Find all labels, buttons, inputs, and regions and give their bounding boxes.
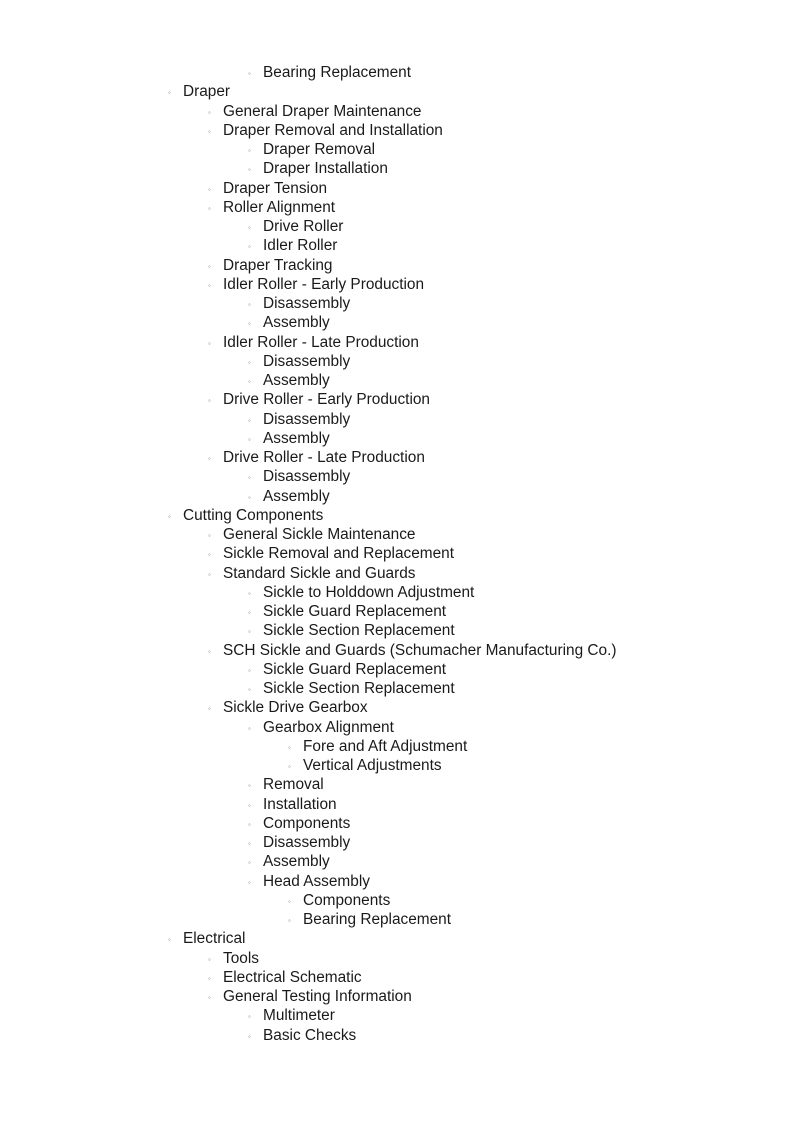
outline-item-level-2 [0, 795, 794, 814]
outline-item-level-1 [0, 275, 794, 294]
bullet-icon: ◦ [208, 993, 211, 1002]
outline-item-label: Disassembly [263, 468, 351, 486]
outline-item-level-0 [0, 929, 794, 948]
bullet-icon: ◦ [288, 762, 291, 771]
outline-item-level-2 [0, 140, 794, 159]
bullet-icon: ◦ [208, 338, 211, 348]
outline-item-label: General Draper Maintenance [223, 102, 422, 120]
outline-item-level-2 [0, 602, 794, 621]
outline-item-level-3 [0, 756, 794, 775]
outline-item-label: Assembly [263, 372, 330, 389]
outline-item-level-1 [0, 448, 794, 467]
bullet-icon: ◦ [248, 800, 251, 810]
outline-item-label: Tools [223, 949, 259, 967]
outline-item-label: Bearing Replacement [263, 64, 412, 81]
outline-item-label: General Sickle Maintenance [223, 526, 416, 543]
bullet-icon: ◦ [248, 685, 251, 694]
bullet-icon: ◦ [248, 492, 251, 502]
outline-item-level-2 [0, 159, 794, 178]
bullet-icon: ◦ [208, 973, 211, 983]
outline-item-level-2 [0, 679, 794, 698]
outline-item-label: Assembly [263, 314, 330, 332]
outline-item-level-1 [0, 333, 794, 352]
bullet-icon: ◦ [288, 916, 291, 925]
outline-item-level-2 [0, 583, 794, 602]
outline-item-label: Sickle Section Replacement [263, 622, 455, 640]
bullet-icon: ◦ [248, 627, 251, 637]
outline-item-label: Assembly [263, 853, 330, 871]
bullet-icon: ◦ [208, 396, 211, 406]
outline-item-label: Bearing Replacement [303, 911, 452, 928]
bullet-icon: ◦ [248, 69, 251, 78]
outline-item-level-2 [0, 313, 794, 332]
outline-item-label: Drive Roller - Early Production [223, 391, 430, 409]
outline-item-label: Draper Removal and Installation [223, 121, 443, 139]
outline-item-label: Standard Sickle and Guards [223, 564, 416, 582]
bullet-icon: ◦ [248, 415, 251, 425]
bullet-icon: ◦ [208, 454, 211, 463]
outline-item-level-2 [0, 872, 794, 891]
outline-item-level-1 [0, 544, 794, 563]
bullet-icon: ◦ [248, 877, 251, 887]
outline-item-label: Assembly [263, 429, 330, 447]
outline-item-level-1 [0, 102, 794, 121]
bullet-icon: ◦ [248, 1031, 251, 1041]
outline-item-label: Electrical Schematic [223, 968, 362, 986]
outline-item-label: Sickle Guard Replacement [263, 603, 447, 620]
outline-item-level-2 [0, 621, 794, 640]
outline-item-label: Components [303, 891, 391, 909]
bullet-icon: ◦ [248, 665, 251, 675]
outline-item-level-1 [0, 390, 794, 409]
bullet-icon: ◦ [248, 608, 251, 617]
outline-item-level-2 [0, 63, 794, 82]
outline-item-label: Cutting Components [183, 506, 324, 524]
outline-item-level-2 [0, 217, 794, 236]
bullet-icon: ◦ [288, 742, 291, 752]
bullet-icon: ◦ [248, 377, 251, 386]
outline-item-level-2 [0, 236, 794, 255]
bullet-icon: ◦ [248, 434, 251, 444]
outline-item-label: Disassembly [263, 352, 351, 370]
outline-item-label: Gearbox Alignment [263, 718, 394, 736]
outline-item-level-0 [0, 506, 794, 525]
outline-item-level-1 [0, 525, 794, 544]
bullet-icon: ◦ [248, 723, 251, 733]
outline-item-level-2 [0, 833, 794, 852]
table-of-contents-outline [0, 63, 794, 1045]
bullet-icon: ◦ [248, 588, 251, 598]
outline-item-label: Assembly [263, 487, 330, 505]
bullet-icon: ◦ [208, 531, 211, 540]
outline-item-label: Draper Tracking [223, 256, 333, 274]
bullet-icon: ◦ [208, 203, 211, 213]
bullet-icon: ◦ [208, 954, 211, 964]
outline-item-level-1 [0, 198, 794, 217]
outline-item-label: Removal [263, 776, 324, 794]
outline-item-label: Disassembly [263, 295, 351, 312]
outline-item-label: General Testing Information [223, 988, 412, 1005]
outline-item-level-1 [0, 949, 794, 968]
outline-item-label: Draper [183, 83, 231, 101]
bullet-icon: ◦ [248, 357, 251, 367]
outline-item-label: Components [263, 814, 351, 832]
outline-item-level-2 [0, 718, 794, 737]
bullet-icon: ◦ [168, 511, 171, 521]
outline-item-label: Draper Removal [263, 141, 376, 158]
outline-item-level-1 [0, 698, 794, 717]
outline-item-label: Disassembly [263, 410, 351, 428]
outline-item-level-2 [0, 1026, 794, 1045]
outline-item-label: Roller Alignment [223, 198, 336, 216]
bullet-icon: ◦ [248, 819, 251, 829]
bullet-icon: ◦ [208, 184, 211, 194]
outline-item-level-2 [0, 410, 794, 429]
outline-item-level-3 [0, 737, 794, 756]
outline-item-label: Sickle Removal and Replacement [223, 545, 454, 563]
outline-item-level-2 [0, 352, 794, 371]
bullet-icon: ◦ [248, 146, 251, 155]
outline-item-level-1 [0, 256, 794, 275]
bullet-icon: ◦ [168, 935, 171, 945]
outline-item-label: Sickle Section Replacement [263, 680, 455, 697]
outline-item-label: Fore and Aft Adjustment [303, 737, 468, 755]
bullet-icon: ◦ [248, 300, 251, 309]
outline-item-level-2 [0, 487, 794, 506]
bullet-icon: ◦ [248, 242, 251, 252]
outline-item-label: Disassembly [263, 834, 351, 851]
outline-item-level-2 [0, 429, 794, 448]
bullet-icon: ◦ [208, 261, 211, 271]
bullet-icon: ◦ [208, 280, 211, 290]
bullet-icon: ◦ [248, 319, 251, 329]
bullet-icon: ◦ [248, 223, 251, 232]
outline-item-level-1 [0, 564, 794, 583]
outline-item-label: Idler Roller - Late Production [223, 333, 419, 351]
outline-item-label: Drive Roller - Late Production [223, 449, 425, 466]
outline-item-level-2 [0, 467, 794, 486]
outline-item-level-2 [0, 852, 794, 871]
bullet-icon: ◦ [208, 646, 211, 656]
outline-item-level-2 [0, 371, 794, 390]
outline-item-label: Head Assembly [263, 872, 370, 890]
outline-item-level-3 [0, 891, 794, 910]
outline-item-label: Drive Roller [263, 218, 344, 235]
outline-item-level-3 [0, 910, 794, 929]
outline-item-label: Draper Installation [263, 160, 388, 178]
outline-item-label: Electrical [183, 930, 246, 948]
outline-item-level-1 [0, 121, 794, 140]
bullet-icon: ◦ [248, 165, 251, 175]
outline-item-label: Sickle to Holddown Adjustment [263, 583, 475, 601]
outline-item-level-1 [0, 179, 794, 198]
outline-item-level-1 [0, 641, 794, 660]
outline-item-label: Vertical Adjustments [303, 757, 442, 774]
bullet-icon: ◦ [248, 858, 251, 868]
outline-item-label: Idler Roller - Early Production [223, 275, 425, 293]
bullet-icon: ◦ [248, 473, 251, 483]
outline-item-label: Installation [263, 795, 337, 813]
outline-item-level-1 [0, 987, 794, 1006]
bullet-icon: ◦ [248, 839, 251, 848]
outline-item-label: Multimeter [263, 1007, 335, 1025]
outline-item-level-2 [0, 775, 794, 794]
outline-item-label: Draper Tension [223, 179, 328, 197]
bullet-icon: ◦ [208, 569, 211, 579]
outline-item-label: Sickle Guard Replacement [263, 660, 447, 678]
bullet-icon: ◦ [208, 704, 211, 714]
outline-item-level-2 [0, 814, 794, 833]
bullet-icon: ◦ [208, 550, 211, 560]
outline-item-level-1 [0, 968, 794, 987]
bullet-icon: ◦ [208, 126, 211, 136]
outline-item-label: SCH Sickle and Guards (Schumacher Manufacturing Co.) [223, 641, 617, 659]
bullet-icon: ◦ [248, 1012, 251, 1022]
outline-item-label: Idler Roller [263, 237, 338, 255]
bullet-icon: ◦ [208, 107, 211, 117]
outline-item-level-2 [0, 660, 794, 679]
bullet-icon: ◦ [168, 88, 171, 98]
outline-item-label: Sickle Drive Gearbox [223, 699, 368, 717]
bullet-icon: ◦ [288, 896, 291, 906]
outline-item-level-2 [0, 294, 794, 313]
outline-item-level-2 [0, 1006, 794, 1025]
bullet-icon: ◦ [248, 781, 251, 791]
outline-item-level-0 [0, 82, 794, 101]
outline-item-label: Basic Checks [263, 1026, 357, 1044]
